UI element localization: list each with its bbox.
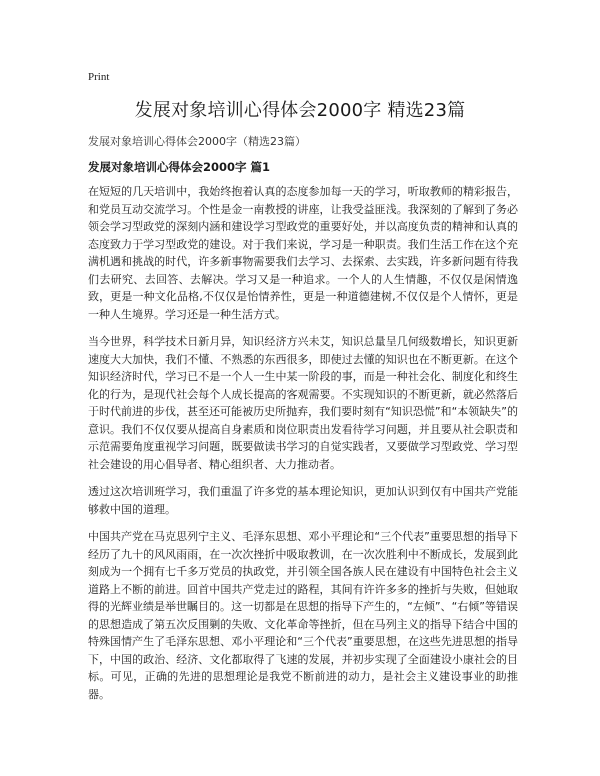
document-subtitle: 发展对象培训心得体会2000字（精选23篇） [88,135,306,148]
paragraph-4: 中国共产党在马克思列宁主义、毛泽东思想、邓小平理论和“三个代表”重要思想的指导下经历了九十的风风雨雨，在一次次挫折中吸取教训，在一次次胜利中不断成长，发展到此刻成为一个拥有七千多万党员的执政党，并引领全国各族人民在建设有中国特色社会主义道路上不断的前进。回首中国共产党走过的路程，其间有许许多多的挫折与失败，但她取得的光辉业绩是举世瞩目的。这一切都是在思想的指导下产生的，“左倾”、“右倾”等错误的思想造成了第五次反围剿的失败、文化革命等挫折，但在马列主义的指导下结合中国的特殊国情产生了毛泽东思想、邓小平理论和“三个代表”重要思想，在这些先进思想的指导下，中国的政治、经济、文化都取得了飞速的发展，并初步实现了全面建设小康社会的目标。可见，正确的先进的思想理论是我党不断前进的动力，是社会主义建设事业的助推器。 [88,530,518,701]
paragraph-2: 当今世界，科学技术日新月异，知识经济方兴未艾，知识总量呈几何级数增长，知识更新速度大大加快，我们不懂、不熟悉的东西很多，即使过去懂的知识也在不断更新。在这个知识经济时代，学习已不是一个人一生中某一阶段的事，而是一种社会化、制度化和终生化的行为，是现代社会每个人成长提高的客观需要。不实现知识的不断更新，就必然落后于时代前进的步伐，甚至还可能被历史所抛弃，我们要时刻有“知识恐慌”和“本领缺失”的意识。我们不仅仅要从提高自身素质和岗位职责出发看待学习问题，并且要从社会职责和示范需要角度重视学习问题，既要做读书学习的自觉实践者，又要做学习型政党、学习型社会建设的用心倡导者、精心组织者、大力推动者。 [88,335,518,471]
paragraph-1: 在短短的几天培训中，我始终抱着认真的态度参加每一天的学习，听取教师的精彩报告，和党员互动交流学习。个性是金一南教授的讲座，让我受益匪浅。我深刻的了解到了务必领会学习型政党的深刻内涵和建设学习型政党的重要好处，并以高度负责的精神和认真的态度致力于学习型政党的建设。对于我们来说，学习是一种职责。我们生活工作在这个充满机遇和挑战的时代，许多新事物需要我们去学习、去探索、去实践，许多新问题有待我们去研究、去回答、去解决。学习又是一种追求。一个人的人生情趣，不仅仅是闲情逸致，更是一种文化品格,不仅仅是怡情养性，更是一种道德建树,不仅仅是个人情怀，更是一种人生境界。学习还是一种生活方式。 [88,185,518,321]
paragraph-3: 透过这次培训班学习，我们重温了许多党的基本理论知识，更加认识到仅有中国共产党能够救中国的道理。 [88,485,518,516]
print-link[interactable]: Print [88,71,110,83]
page-title: 发展对象培训心得体会2000字 精选23篇 [134,100,466,121]
article-body [88,183,518,713]
section-heading: 发展对象培训心得体会2000字 篇1 [88,160,271,174]
